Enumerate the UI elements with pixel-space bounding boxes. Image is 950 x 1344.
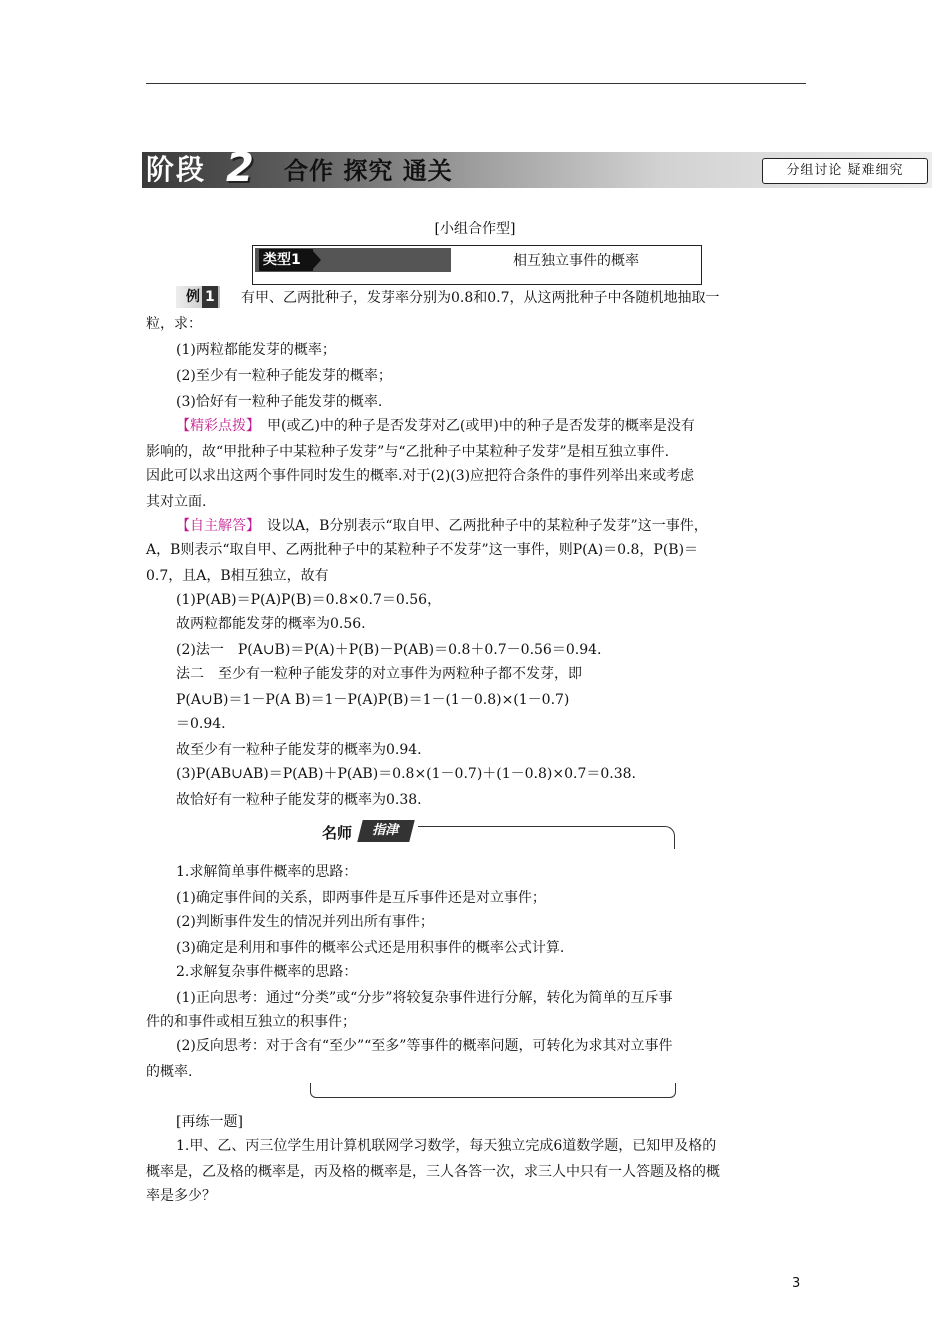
answer-line-2: A，B则表示“取自甲、乙两批种子中的某粒种子不发芽”这一事件，则P(A)＝0.8，P(B)＝ <box>146 542 699 558</box>
hint-tag: 【精彩点拨】 <box>176 418 253 434</box>
hint-line-1 <box>176 416 695 436</box>
section-label: [小组合作型] <box>434 221 516 237</box>
teacher-line-2: (1)确定事件间的关系，即两事件是互斥事件还是对立事件； <box>176 890 546 906</box>
hint-line-2: 影响的，故“甲批种子中某粒种子发芽”与“乙批种子中某粒种子发芽”是相互独立事件. <box>146 444 670 460</box>
stage-tag: 分组讨论 疑难细究 <box>762 158 928 184</box>
stage-number: 2 <box>226 145 254 191</box>
top-rule <box>146 83 806 84</box>
answer-line-4: (1)P(AB)＝P(A)P(B)＝0.8×0.7＝0.56， <box>176 592 442 608</box>
stage-word: 阶段 <box>146 153 207 186</box>
teacher-line-1: 1.求解简单事件概率的思路： <box>176 864 358 880</box>
answer-line-10: 故至少有一粒种子能发芽的概率为0.94. <box>176 742 422 758</box>
answer-line-9: ＝0.94. <box>176 716 226 732</box>
teacher-badge: 指津 <box>357 820 414 842</box>
type-label: 类型1 <box>259 249 313 271</box>
answer-line-7: 法二 至少有一粒种子能发芽的对立事件为两粒种子都不发芽，即 <box>176 666 582 682</box>
answer-line-5: 故两粒都能发芽的概率为0.56. <box>176 616 366 632</box>
question-2: (2)至少有一粒种子能发芽的概率； <box>176 368 392 384</box>
teacher-line-6: (1)正向思考：通过“分类”或“分步”将较复杂事件进行分解，转化为简单的互斥事 <box>176 990 673 1006</box>
teacher-line-9: 的概率. <box>146 1064 193 1080</box>
teacher-line-4: (3)确定是利用和事件的概率公式还是用积事件的概率公式计算. <box>176 940 565 956</box>
hint-line-4: 其对立面. <box>146 494 207 510</box>
stage-title: 合作 探究 通关 <box>284 157 453 185</box>
answer-line-3: 0.7，且A，B相互独立，故有 <box>146 568 329 584</box>
answer-line-11: (3)P(AB∪AB)＝P(AB)＋P(AB)＝0.8×(1－0.7)＋(1－0.8)×0.7＝0.38. <box>176 766 636 782</box>
example-label-text: 例 <box>186 289 200 305</box>
answer-line-12: 故恰好有一粒种子能发芽的概率为0.38. <box>176 792 422 808</box>
hint-line-3: 因此可以求出这两个事件同时发生的概率.对于(2)(3)应把符合条件的事件列举出来或考虑 <box>146 468 695 484</box>
answer-line-1 <box>176 516 708 536</box>
teacher-label: 名师 <box>322 824 353 842</box>
answer-line-8: P(A∪B)＝1－P(A B)＝1－P(A)P(B)＝1－(1－0.8)×(1－0.7) <box>176 692 570 708</box>
question-1: (1)两粒都能发芽的概率； <box>176 342 336 358</box>
teacher-line-7: 件的和事件或相互独立的积事件； <box>146 1014 356 1030</box>
answer-tag: 【自主解答】 <box>176 518 253 534</box>
teacher-line-5: 2.求解复杂事件概率的思路： <box>176 964 358 980</box>
example-stem-2: 粒，求： <box>146 316 202 332</box>
type-arrow-icon <box>312 250 321 270</box>
practice-label: [再练一题] <box>176 1114 243 1130</box>
answer-text-1: 设以A，B分别表示“取自甲、乙两批种子中的某粒种子发芽”这一事件， <box>267 518 708 534</box>
practice-line-1: 1.甲、乙、丙三位学生用计算机联网学习数学，每天独立完成6道数学题，已知甲及格的 <box>176 1138 717 1154</box>
practice-line-3: 率是多少？ <box>146 1188 216 1204</box>
teacher-line-8: (2)反向思考：对于含有“至少”“至多”等事件的概率问题，可转化为求其对立事件 <box>176 1038 673 1054</box>
practice-line-2: 概率是，乙及格的概率是，丙及格的概率是，三人各答一次，求三人中只有一人答题及格的概 <box>146 1164 720 1180</box>
question-3: (3)恰好有一粒种子能发芽的概率. <box>176 394 383 410</box>
teacher-box-bottom <box>310 1083 676 1098</box>
example-label <box>176 286 220 308</box>
type-title: 相互独立事件的概率 <box>513 253 639 269</box>
example-stem-1: 有甲、乙两批种子，发芽率分别为0.8和0.7，从这两批种子中各随机地抽取一 <box>241 290 720 306</box>
example-number: 1 <box>202 286 218 308</box>
teacher-line-3: (2)判断事件发生的情况并列出所有事件； <box>176 914 434 930</box>
answer-line-6: (2)法一 P(A∪B)＝P(A)＋P(B)－P(AB)＝0.8＋0.7－0.56＝0.94. <box>176 642 602 658</box>
hint-text-1: 甲(或乙)中的种子是否发芽对乙(或甲)中的种子是否发芽的概率是没有 <box>267 418 695 434</box>
page-number: 3 <box>792 1276 801 1291</box>
teacher-box-top <box>418 826 675 849</box>
